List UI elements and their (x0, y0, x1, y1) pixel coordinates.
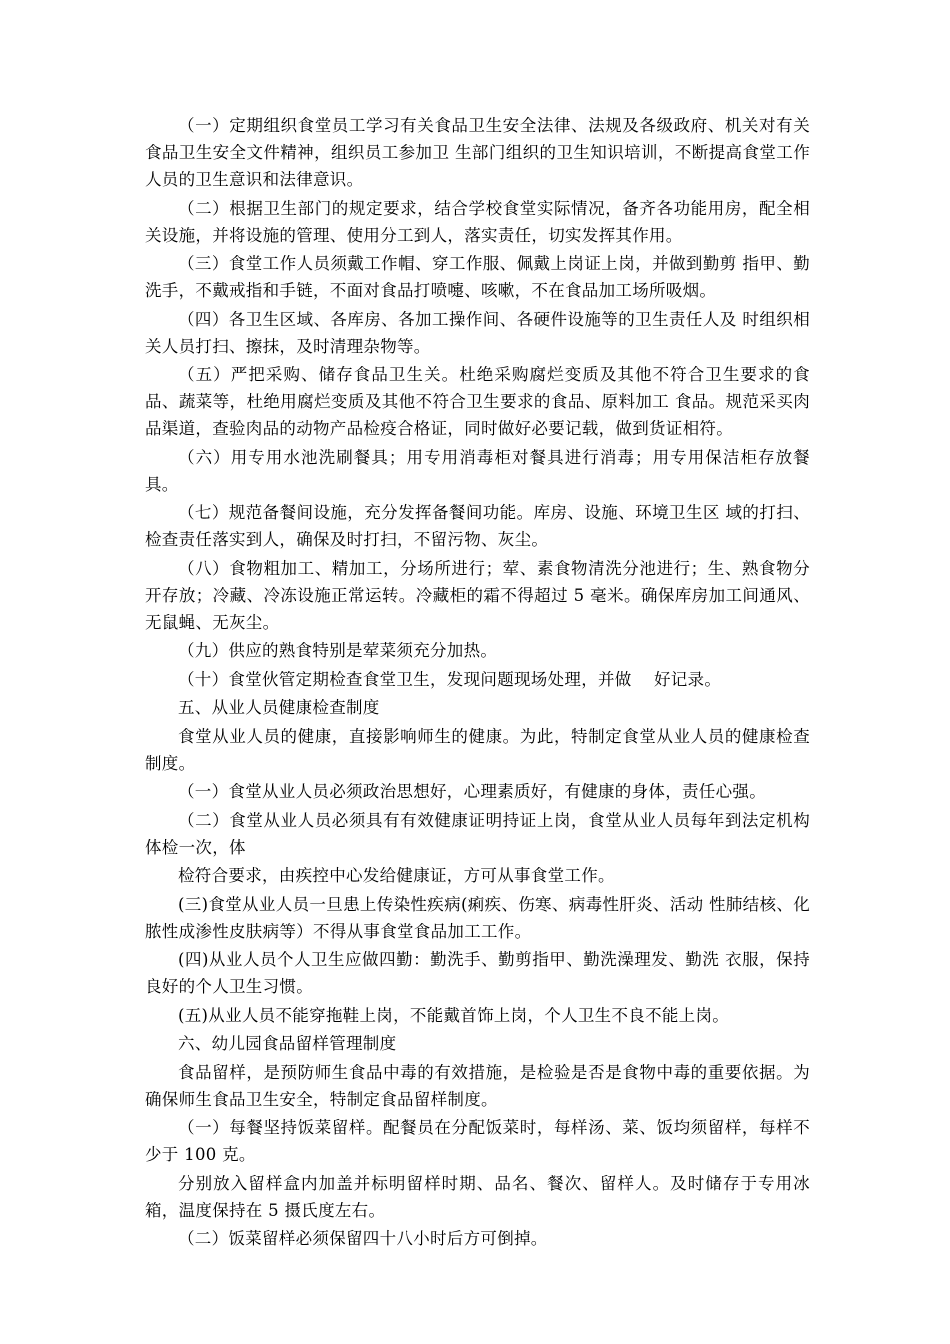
document-page (145, 112, 810, 1252)
paragraph-hygiene-7: （七）规范备餐间设施，充分发挥备餐间功能。库房、设施、环境卫生区 域的打扫、检查责任落实到人，确保及时打扫，不留污物、灰尘。 (145, 503, 810, 549)
section-heading-food-sample: 六、幼儿园食品留样管理制度 (178, 1034, 397, 1053)
paragraph-sample-1: （一）每餐坚持饭菜留样。配餐员在分配饭菜时，每样汤、菜、饭均须留样，每样不少于 100 克。 (145, 1118, 810, 1164)
paragraph-hygiene-9: （九）供应的熟食特别是荤菜须充分加热。 (178, 641, 498, 660)
paragraph-health-5: (五)从业人员不能穿拖鞋上岗，不能戴首饰上岗，个人卫生不良不能上岗。 (178, 1005, 730, 1025)
paragraph-health-2-cont: 检符合要求，由疾控中心发给健康证，方可从事食堂工作。 (178, 866, 615, 885)
paragraph-health-4: (四)从业人员个人卫生应做四勤：勤洗手、勤剪指甲、勤洗澡理发、勤洗 衣服，保持良好的个人卫生习惯。 (145, 950, 810, 996)
paragraph-hygiene-8: （八）食物粗加工、精加工，分场所进行；荤、素食物清洗分池进行；生、熟食物分开存放；冷藏、冷冻设施正常运转。冷藏柜的霜不得超过 5 毫米。确保库房加工间通风、无鼠蝇、无灰尘。 (145, 558, 810, 632)
paragraph-health-2: （二）食堂从业人员必须具有有效健康证明持证上岗，食堂从业人员每年到法定机构体检一次，体 (145, 810, 810, 857)
paragraph-hygiene-1: （一）定期组织食堂员工学习有关食品卫生安全法律、法规及各级政府、机关对有关食品卫生安全文件精神，组织员工参加卫 生部门组织的卫生知识培训，不断提高食堂工作人员的卫生意识和法律意识。 (145, 116, 810, 189)
paragraph-hygiene-2: （二）根据卫生部门的规定要求，结合学校食堂实际情况，备齐各功能用房，配全相关设施，并将设施的管理、使用分工到人，落实责任，切实发挥其作用。 (145, 198, 810, 245)
paragraph-hygiene-10: （十）食堂伙管定期检查食堂卫生，发现问题现场处理，并做 好记录。 (178, 669, 722, 689)
paragraph-sample-1-cont: 分别放入留样盒内加盖并标明留样时期、品名、餐次、留样人。及时储存于专用冰箱，温度保持在 5 摄氏度左右。 (145, 1173, 810, 1220)
paragraph-sample-2: （二）饭菜留样必须保留四十八小时后方可倒掉。 (178, 1229, 548, 1248)
paragraph-health-intro: 食堂从业人员的健康，直接影响师生的健康。为此，特制定食堂从业人员的健康检查制度。 (145, 726, 810, 773)
paragraph-hygiene-5: （五）严把采购、储存食品卫生关。杜绝采购腐烂变质及其他不符合卫生要求的食品、蔬菜等，杜绝用腐烂变质及其他不符合卫生要求的食品、原料加工 食品。规范采买肉品渠道，查验肉品的动物产品检疫合格证，同时做好必要记载，做到货证相符。 (145, 365, 810, 438)
paragraph-hygiene-3: （三）食堂工作人员须戴工作帽、穿工作服、佩戴上岗证上岗，并做到勤剪 指甲、勤洗手，不戴戒指和手链，不面对食品打喷嚏、咳嗽，不在食品加工场所吸烟。 (145, 254, 810, 300)
section-heading-health-check: 五、从业人员健康检查制度 (178, 698, 380, 717)
paragraph-sample-intro: 食品留样，是预防师生食品中毒的有效措施，是检验是否是食物中毒的重要依据。为确保师生食品卫生安全，特制定食品留样制度。 (145, 1062, 810, 1109)
paragraph-hygiene-4: （四）各卫生区域、各库房、各加工操作间、各硬件设施等的卫生责任人及 时组织相关人员打扫、擦抹，及时清理杂物等。 (145, 309, 810, 356)
paragraph-hygiene-6: （六）用专用水池洗刷餐具；用专用消毒柜对餐具进行消毒；用专用保洁柜存放餐具。 (145, 447, 810, 494)
paragraph-health-3: (三)食堂从业人员一旦患上传染性疾病(痢疾、伤寒、病毒性肝炎、活动 性肺结核、化脓性成渗性皮肤病等）不得从事食堂食品加工工作。 (145, 894, 810, 941)
paragraph-health-1: （一）食堂从业人员必须政治思想好，心理素质好，有健康的身体，责任心强。 (178, 782, 766, 801)
